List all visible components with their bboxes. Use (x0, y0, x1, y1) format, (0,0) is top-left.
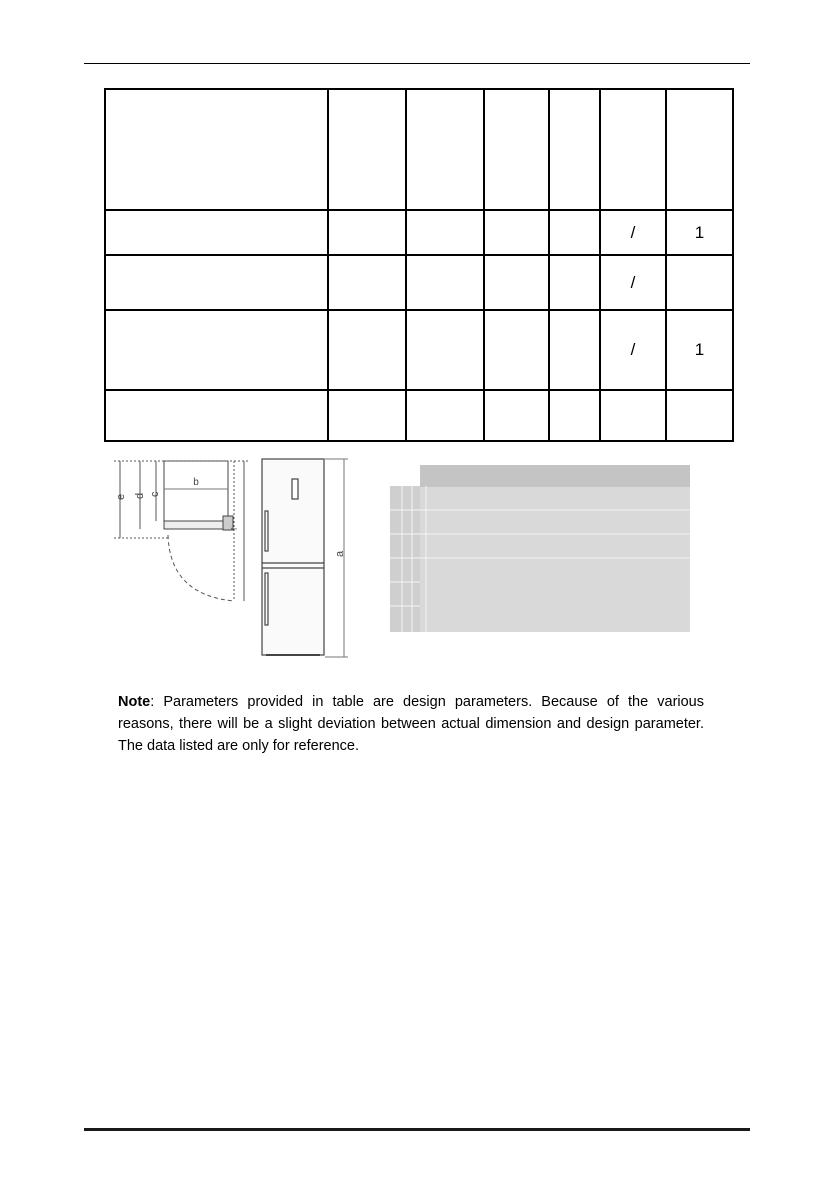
table-cell: / (630, 340, 636, 359)
table-row (105, 310, 733, 390)
label-c: c (149, 491, 161, 497)
table-cell: 1 (694, 340, 705, 359)
header-rule (84, 63, 750, 64)
label-d: d (134, 492, 146, 499)
label-f: f (230, 527, 239, 530)
note-text: : Parameters provided in table are design parameters. Because of the various reasons, there will be a slight deviation between actual dimension and design parameter. The data listed are only for reference. (118, 693, 704, 754)
table-row (105, 89, 733, 210)
table-cell: 1 (694, 222, 705, 242)
table-row (105, 255, 733, 310)
dimension-diagram (110, 455, 710, 665)
table-cell: / (630, 222, 636, 242)
table-row (105, 210, 733, 255)
table-row (105, 390, 733, 441)
label-b: b (193, 477, 199, 488)
dimension-table-graphic (390, 465, 690, 632)
note-label: Note (118, 693, 151, 710)
table-cell: / (630, 272, 636, 292)
front-view-drawing (262, 459, 348, 657)
note-paragraph (118, 691, 704, 757)
footer-rule (84, 1128, 750, 1131)
label-e: e (115, 493, 127, 500)
label-a: a (334, 550, 346, 557)
parameter-table (104, 88, 734, 442)
top-view-drawing (114, 461, 250, 601)
